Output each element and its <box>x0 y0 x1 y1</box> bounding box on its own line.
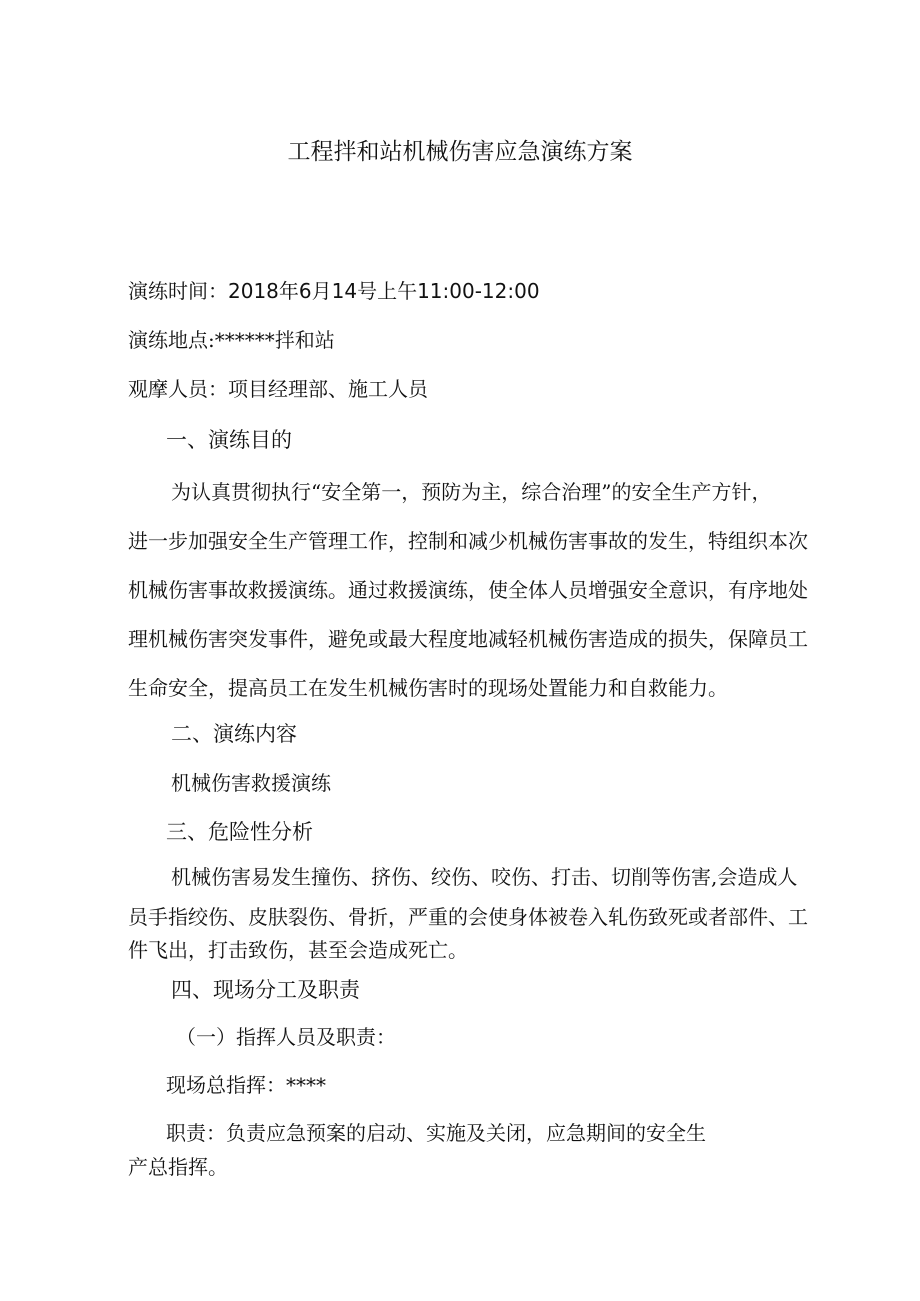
drill-time: 演练时间：2018年6月14号上午11:00-12:00 <box>128 279 540 303</box>
section1-line: 为认真贯彻执行“安全第一，预防为主，综合治理”的安全生产方针， <box>171 480 772 504</box>
section4-heading: 四、现场分工及职责 <box>171 978 360 1002</box>
drill-location: 演练地点:******拌和站 <box>128 328 335 352</box>
section3-line: 员手指绞伤、皮肤裂伤、骨折，严重的会使身体被卷入轧伤致死或者部件、工 <box>128 905 808 929</box>
duty-line: 产总指挥。 <box>128 1155 228 1179</box>
section1-line: 理机械伤害突发事件，避免或最大程度地减轻机械伤害造成的损失，保障员工 <box>128 627 808 651</box>
observers: 观摩人员：项目经理部、施工人员 <box>128 377 428 401</box>
section3-heading: 三、危险性分析 <box>166 820 313 844</box>
section2-heading: 二、演练内容 <box>171 722 297 746</box>
section1-line: 进一步加强安全生产管理工作，控制和减少机械伤害事故的发生，特组织本次 <box>128 529 808 553</box>
section2-text: 机械伤害救援演练 <box>171 771 331 795</box>
commander-line: 现场总指挥：**** <box>166 1073 326 1097</box>
document-title: 工程拌和站机械伤害应急演练方案 <box>287 139 633 165</box>
section1-line: 机械伤害事故救援演练。通过救援演练，使全体人员增强安全意识，有序地处 <box>128 578 808 602</box>
duty-line: 职责：负责应急预案的启动、实施及关闭，应急期间的安全生 <box>166 1121 706 1145</box>
section4-sub1: （一）指挥人员及职责： <box>176 1025 396 1049</box>
section3-line: 机械伤害易发生撞伤、挤伤、绞伤、咬伤、打击、切削等伤害,会造成人 <box>171 865 798 889</box>
section3-line: 件飞出，打击致伤，甚至会造成死亡。 <box>128 938 468 962</box>
section1-line: 生命安全，提高员工在发生机械伤害时的现场处置能力和自救能力。 <box>128 676 728 700</box>
section1-heading: 一、演练目的 <box>166 428 292 452</box>
